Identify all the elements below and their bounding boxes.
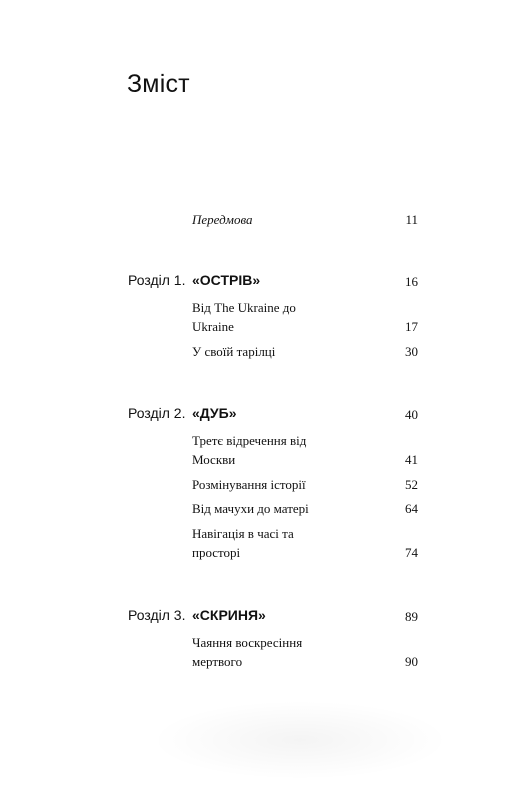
toc-entry-title: Чаяння воскресіння мертвого: [192, 635, 303, 669]
toc-entry-2-2[interactable]: [192, 475, 418, 494]
toc-entry-title: Передмова: [192, 212, 253, 227]
part-3-name[interactable]: «СКРИНЯ»: [192, 607, 266, 623]
toc-entry-2-4[interactable]: [192, 524, 418, 562]
toc-entry-preface[interactable]: [192, 210, 418, 229]
toc-entry-page: 90: [405, 654, 418, 669]
part-1-name[interactable]: «ОСТРІВ»: [192, 272, 261, 288]
toc-entry-page: 11: [405, 212, 418, 227]
part-3-label: Розділ 3.: [128, 607, 186, 623]
toc-entry-page: 64: [405, 501, 418, 516]
toc-entry-title: Від мачухи до матері: [192, 501, 309, 516]
toc-entry-page: 52: [405, 477, 418, 492]
part-3-page: 89: [405, 609, 418, 624]
toc-entry-title: Третє відречення від Москви: [192, 433, 307, 467]
part-1-label: Розділ 1.: [128, 272, 186, 288]
toc-entry-1-1[interactable]: [192, 298, 418, 336]
toc-entry-title: У своїй тарілці: [192, 344, 276, 359]
part-2-page: 40: [405, 407, 418, 422]
toc-entry-page: 74: [405, 545, 418, 560]
part-2-label: Розділ 2.: [128, 405, 186, 421]
toc-entry-2-1[interactable]: [192, 431, 418, 469]
toc-entry-page: 41: [405, 452, 418, 467]
page-shadow: [150, 700, 450, 780]
page-title: Зміст: [127, 70, 190, 98]
part-1-page: 16: [405, 274, 418, 289]
toc-entry-title: Навігація в часі та просторі: [192, 526, 294, 560]
toc-entry-page: 30: [405, 344, 418, 359]
toc-entry-title: Від The Ukraine до Ukraine: [192, 300, 296, 334]
toc-entry-2-3[interactable]: [192, 499, 418, 518]
toc-entry-1-2[interactable]: [192, 342, 418, 361]
toc-entry-page: 17: [405, 319, 418, 334]
toc-entry-title: Розмінування історії: [192, 477, 306, 492]
toc-entry-3-1[interactable]: [192, 633, 418, 671]
part-2-name[interactable]: «ДУБ»: [192, 405, 237, 421]
